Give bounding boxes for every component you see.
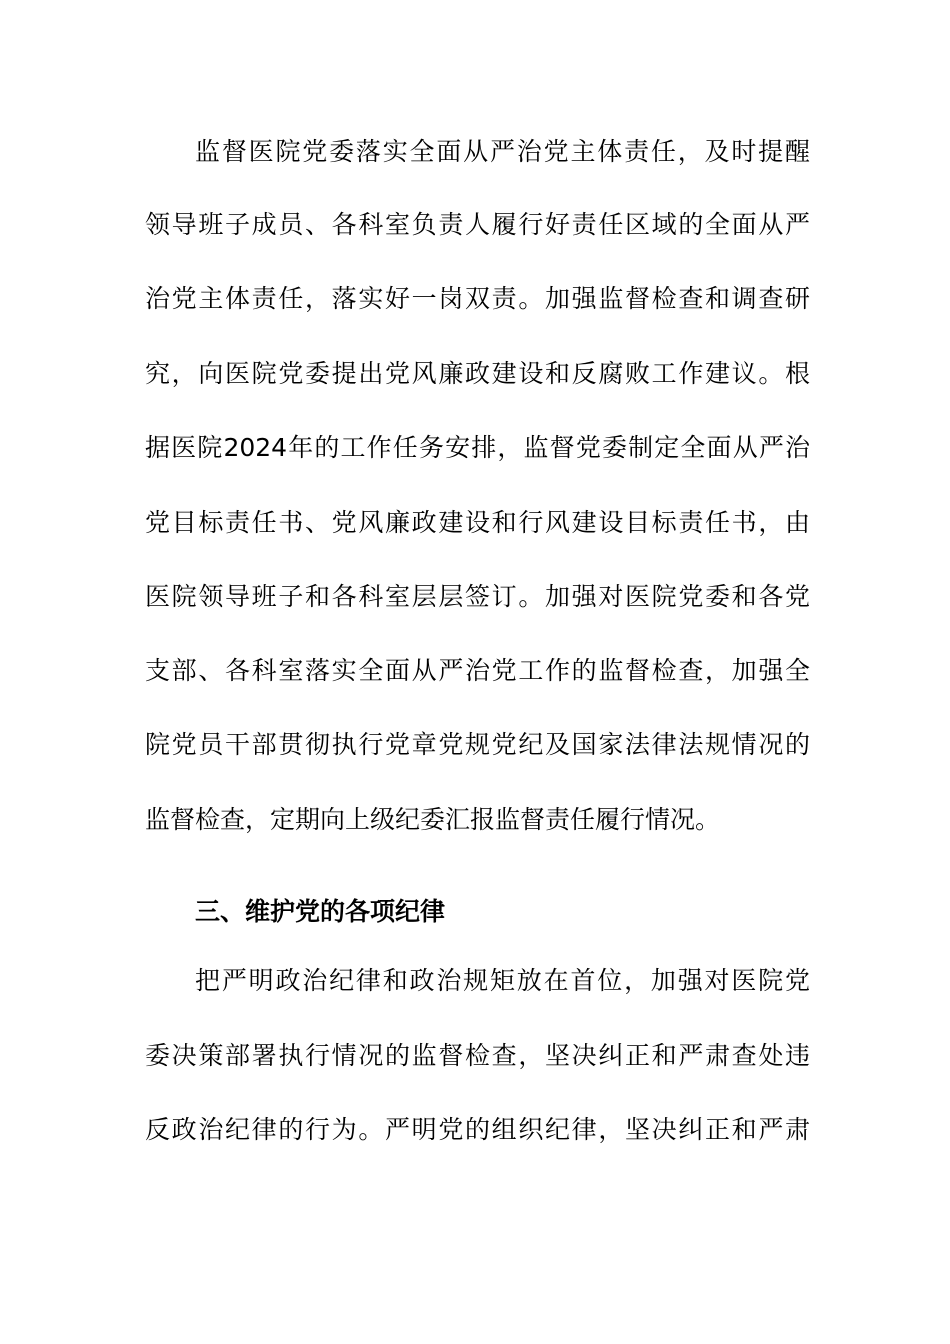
paragraph-line: 监督检查，定期向上级纪委汇报监督责任履行情况。: [145, 805, 721, 834]
paragraph-line: 监督医院党委落实全面从严治党主体责任，及时提醒: [195, 137, 810, 166]
paragraph-line: 治党主体责任，落实好一岗双责。加强监督检查和调查研: [145, 284, 810, 313]
paragraph-line: 院党员干部贯彻执行党章党规党纪及国家法律法规情况的: [145, 730, 810, 759]
paragraph-line: 支部、各科室落实全面从严治党工作的监督检查，加强全: [145, 656, 810, 685]
paragraph-line: 领导班子成员、各科室负责人履行好责任区域的全面从严: [145, 210, 810, 239]
paragraph-line: 据医院2024年的工作任务安排，监督党委制定全面从严治: [145, 433, 810, 462]
paragraph-line: 医院领导班子和各科室层层签订。加强对医院党委和各党: [145, 582, 810, 611]
paragraph-line: 党目标责任书、党风廉政建设和行风建设目标责任书，由: [145, 508, 810, 537]
paragraph-line: 究，向医院党委提出党风廉政建设和反腐败工作建议。根: [145, 359, 810, 388]
paragraph-line: 反政治纪律的行为。严明党的组织纪律，坚决纠正和严肃: [145, 1115, 810, 1144]
paragraph-line: 把严明政治纪律和政治规矩放在首位，加强对医院党: [195, 966, 810, 995]
section-heading: 三、维护党的各项纪律: [195, 897, 446, 926]
paragraph-line: 委决策部署执行情况的监督检查，坚决纠正和严肃查处违: [145, 1041, 810, 1070]
